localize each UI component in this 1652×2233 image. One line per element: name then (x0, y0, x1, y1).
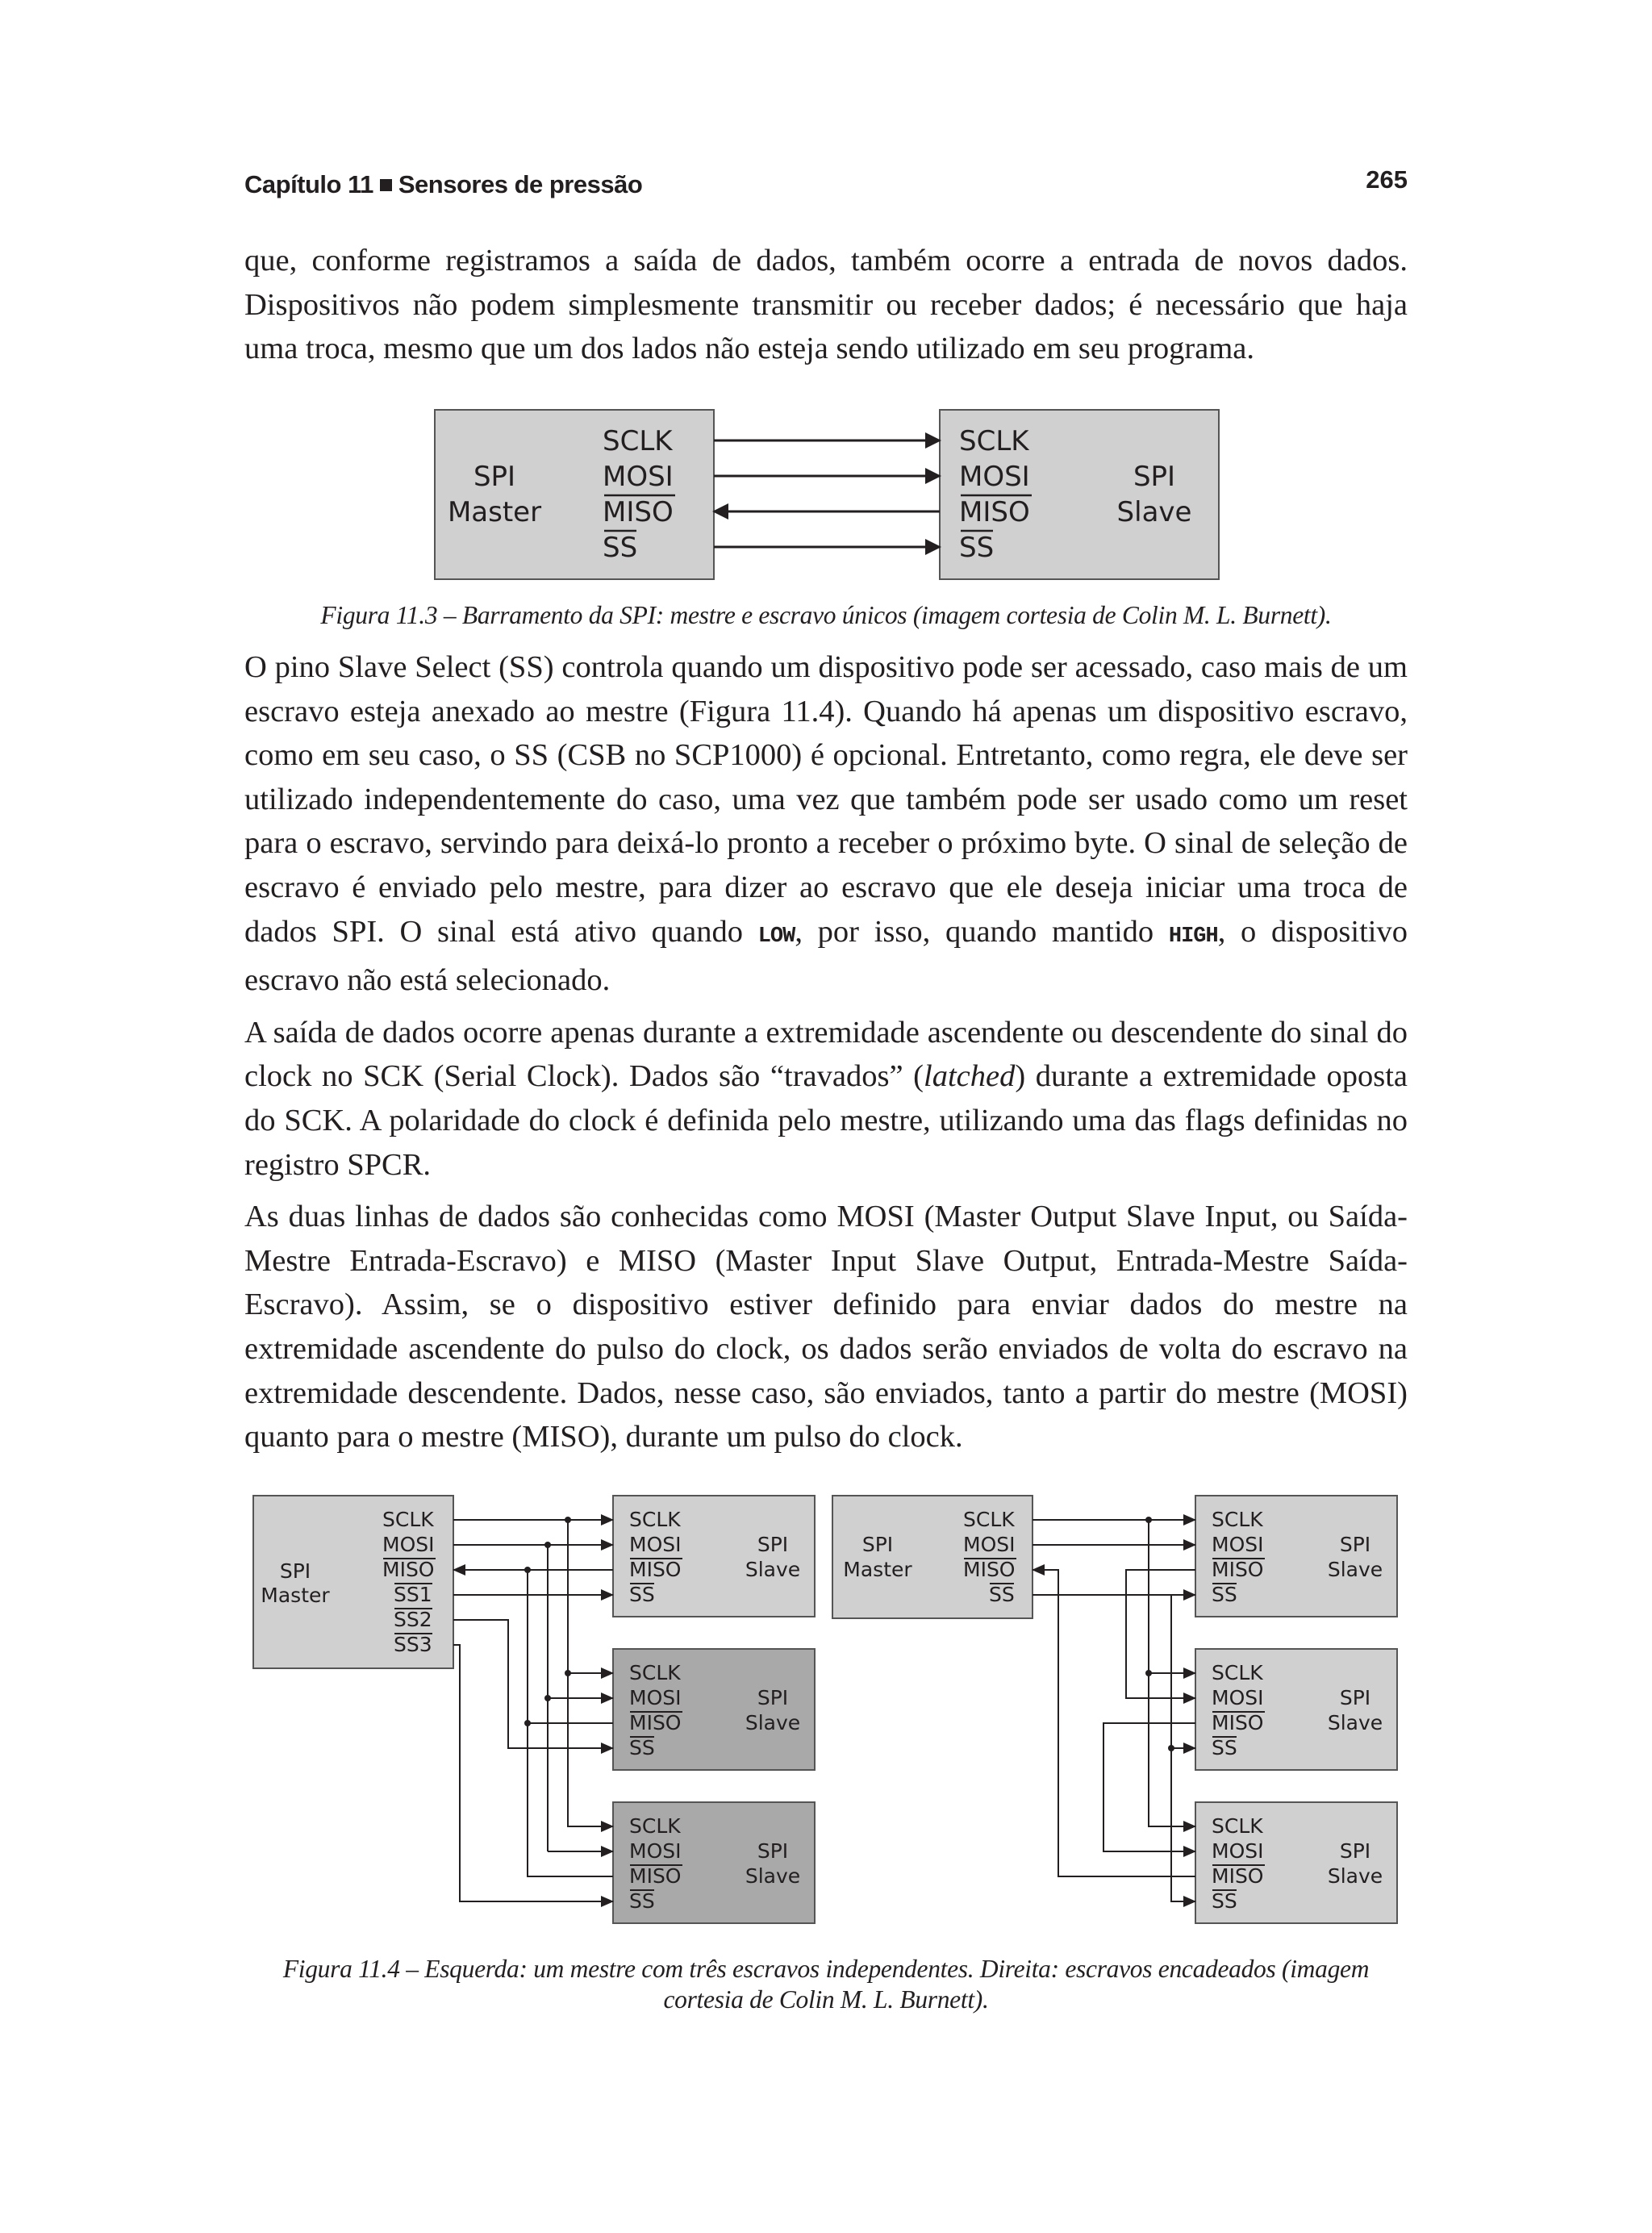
left-slave-2-label-line1: SPI (757, 1686, 789, 1709)
master-signal-ss: SS (603, 532, 638, 564)
master-label-line2: Master (447, 496, 542, 528)
right-slave-1-signal-ss: SS (1212, 1583, 1237, 1606)
left-slave-1-label-line1: SPI (757, 1533, 789, 1556)
chapter-label: Capítulo 11 (244, 170, 373, 198)
left-miso-junction-1 (524, 1567, 531, 1573)
left-master-sclk: SCLK (382, 1508, 434, 1531)
right-slave-2-label-line2: Slave (1327, 1711, 1383, 1734)
right-master-mosi: MOSI (963, 1533, 1016, 1556)
left-slave-2-label-line2: Slave (745, 1711, 801, 1734)
left-slave-2-signal-mosi: MOSI (629, 1686, 682, 1709)
left-master-mosi: MOSI (382, 1533, 435, 1556)
paragraph-4: As duas linhas de dados são conhecidas como MOSI (Master Output Slave Input, ou Saída-Mestre Entrada-Escravo) e MISO (Master Input Slave Output, Entrada-Mestre Saída-Escravo). Assim, se o dispositivo estiver definido para enviar dados do mestre na extremidade ascendente do pulso do clock, os dados serão enviados de volta do escravo na extremidade descendente. Dados, nesse caso, são enviados, tanto a partir do mestre (MOSI) quanto para o mestre (MISO), durante um pulso do clock. (244, 1200, 1408, 1455)
figure-11-4-caption (244, 1954, 1408, 2015)
left-slave-1 (613, 1496, 815, 1617)
left-slave-1-label-line2: Slave (745, 1558, 801, 1581)
left-slave-3-label-line1: SPI (757, 1839, 789, 1863)
left-master-miso: MISO (382, 1558, 435, 1581)
master-signal-mosi: MOSI (603, 461, 674, 493)
right-slave-3-signal-miso: MISO (1212, 1864, 1264, 1888)
figure-11-3-diagram (433, 408, 1274, 581)
master-signal-miso: MISO (603, 496, 674, 528)
section-label: Sensores de pressão (398, 170, 643, 198)
right-sclk-junction-2 (1145, 1670, 1152, 1676)
left-master-label-line1: SPI (279, 1559, 311, 1583)
right-slave-1 (1195, 1496, 1397, 1617)
left-mosi-junction-1 (544, 1542, 551, 1548)
right-slave-2-signal-mosi: MOSI (1212, 1686, 1264, 1709)
paragraph-2-text-b: , por isso, quando mantido (795, 914, 1169, 949)
right-slave-2-signal-miso: MISO (1212, 1711, 1264, 1734)
left-slave-1-signal-ss: SS (629, 1583, 655, 1606)
right-ss-junction-2 (1168, 1745, 1174, 1751)
square-bullet-icon (380, 179, 392, 191)
figure-11-4-diagram (252, 1494, 1399, 1943)
right-slave-3 (1195, 1802, 1397, 1923)
right-slave-3-signal-ss: SS (1212, 1889, 1237, 1913)
master-label-line1: SPI (473, 461, 516, 493)
left-slave-1-signal-mosi: MOSI (629, 1533, 682, 1556)
master-signal-sclk: SCLK (603, 425, 673, 457)
right-master-miso: MISO (963, 1558, 1016, 1581)
left-slave-3 (613, 1802, 815, 1923)
right-master-label-line1: SPI (861, 1533, 894, 1556)
slave-label-line1: SPI (1133, 461, 1176, 493)
right-slave-2-label-line1: SPI (1339, 1686, 1371, 1709)
right-slave-1-signal-miso: MISO (1212, 1558, 1264, 1581)
left-master-ss1: SS1 (394, 1583, 432, 1606)
left-slave-1-signal-sclk: SCLK (629, 1508, 681, 1531)
right-slave-2-signal-sclk: SCLK (1212, 1661, 1263, 1684)
left-master-ss3: SS3 (394, 1633, 432, 1656)
figure-11-4-caption-line2: cortesia de Colin M. L. Burnett). (663, 1985, 989, 2014)
slave-signal-ss: SS (959, 532, 995, 564)
slave-label-line2: Slave (1116, 496, 1192, 528)
paragraph-3-text-a: A saída de dados ocorre apenas durante a extremidade ascendente ou descendente do sinal do clock no SCK (Serial Clock). Dados são “travados” ( (244, 1015, 1408, 1094)
right-slave-2-signal-ss: SS (1212, 1736, 1237, 1759)
left-slave-2-signal-sclk: SCLK (629, 1661, 681, 1684)
paragraph-1: que, conforme registramos a saída de dados, também ocorre a entrada de novos dados. Dispositivos não podem simplesmente transmitir ou receber dados; é necessário que haja uma troca, mesmo que um dos lados não esteja sendo utilizado em seu programa. (244, 244, 1408, 366)
left-slave-3-signal-ss: SS (629, 1889, 655, 1913)
right-slave-3-label-line1: SPI (1339, 1839, 1371, 1863)
left-sclk-junction-1 (565, 1517, 571, 1523)
left-mosi-junction-2 (544, 1695, 551, 1701)
code-low: LOW (757, 924, 795, 949)
figure-11-3-caption: Figura 11.3 – Barramento da SPI: mestre e escravo únicos (imagem cortesia de Colin M. L. Burnett). (320, 601, 1332, 629)
figure-11-4-caption-line1: Figura 11.4 – Esquerda: um mestre com três escravos independentes. Direita: escravos encadeados (imagem (282, 1955, 1370, 1983)
code-high: HIGH (1168, 924, 1218, 949)
slave-signal-sclk: SCLK (959, 425, 1029, 457)
left-slave-3-signal-mosi: MOSI (629, 1839, 682, 1863)
paragraph-2 (244, 645, 1408, 1003)
right-slave-3-signal-sclk: SCLK (1212, 1814, 1263, 1838)
left-slave-2 (613, 1649, 815, 1770)
right-slave-1-label-line2: Slave (1327, 1558, 1383, 1581)
right-slave-2 (1195, 1649, 1397, 1770)
text-block-top (244, 239, 1408, 371)
left-slave-2-signal-ss: SS (629, 1736, 655, 1759)
right-master-sclk: SCLK (963, 1508, 1015, 1531)
left-miso-junction-2 (524, 1720, 531, 1726)
paragraph-2-text-c: , o dispositivo escravo não está selecionado. (244, 914, 1408, 998)
right-slave-3-signal-mosi: MOSI (1212, 1839, 1264, 1863)
page-number: 265 (1366, 165, 1408, 194)
paragraph-3 (244, 1011, 1408, 1187)
paragraph-3-text-b: ) durante a extremidade oposta do SCK. A polaridade do clock é definida pelo mestre, utilizando uma das flags definidas no registro SPCR. (244, 1059, 1408, 1182)
slave-signal-miso: MISO (959, 496, 1030, 528)
left-master-ss2: SS2 (394, 1608, 432, 1631)
latched-term: latched (924, 1059, 1016, 1094)
text-block-main (244, 645, 1408, 1459)
right-slave-1-signal-sclk: SCLK (1212, 1508, 1263, 1531)
left-ss3-line (453, 1645, 613, 1901)
slave-signal-mosi: MOSI (959, 461, 1030, 493)
left-slave-3-signal-sclk: SCLK (629, 1814, 681, 1838)
left-slave-3-signal-miso: MISO (629, 1864, 682, 1888)
right-slave-1-signal-mosi: MOSI (1212, 1533, 1264, 1556)
right-sclk-junction-1 (1145, 1517, 1152, 1523)
left-slave-1-signal-miso: MISO (629, 1558, 682, 1581)
running-header (244, 165, 1408, 206)
right-chain-1-to-2 (1126, 1570, 1195, 1698)
left-ss2-line (453, 1620, 613, 1748)
left-master-label-line2: Master (261, 1584, 330, 1607)
left-sclk-junction-2 (565, 1670, 571, 1676)
paragraph-2-text-a: O pino Slave Select (SS) controla quando um dispositivo pode ser acessado, caso mais de um escravo esteja anexado ao mestre (Figura 11.4). Quando há apenas um dispositivo escravo, como em seu caso, o SS (CSB no SCP1000) é opcional. Entretanto, como regra, ele deve ser utilizado independentemente do caso, uma vez que também pode ser usado como um reset para o escravo, servindo para deixá-lo pronto a receber o próximo byte. O sinal de seleção de escravo é enviado pelo mestre, para dizer ao escravo que ele deseja iniciar uma troca de dados SPI. O sinal está ativo quando (244, 650, 1408, 949)
right-master-label-line2: Master (843, 1558, 912, 1581)
right-slave-3-label-line2: Slave (1327, 1864, 1383, 1888)
chapter-title (244, 170, 642, 199)
right-master-ss: SS (989, 1583, 1015, 1606)
left-slave-3-label-line2: Slave (745, 1864, 801, 1888)
right-slave-1-label-line1: SPI (1339, 1533, 1371, 1556)
left-slave-2-signal-miso: MISO (629, 1711, 682, 1734)
